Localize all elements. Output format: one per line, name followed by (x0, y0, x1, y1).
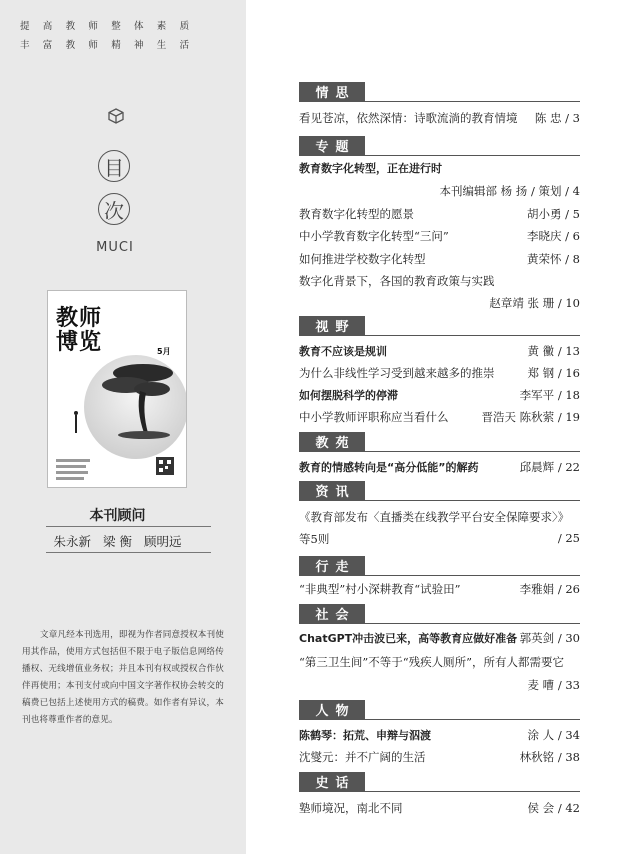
section-tab: 教苑 (299, 432, 365, 451)
advisors-title: 本刊顾问 (89, 508, 146, 524)
section-rule (299, 623, 580, 624)
slogan-line-1: 提高教师整体素质 (20, 21, 203, 32)
toc-entry-author-page: 黄 黴 / 13 (527, 344, 580, 358)
advisors-names (46, 532, 189, 550)
toc-entry-author-page: 本刊编辑部 杨 扬 / 策划 / 4 (439, 184, 580, 198)
toc-entry-title: 教育的情感转向是“高分低能”的解药 (299, 461, 479, 474)
advisors-rule-top (46, 526, 211, 527)
toc-entry-title: “非典型”村小深耕教育“试验田” (299, 582, 461, 596)
toc-entry-title: 塾师境况，南北不同 (299, 801, 403, 815)
section-tab: 社会 (299, 604, 365, 623)
toc-entry-author-page: 赵章靖 张 珊 / 10 (489, 296, 580, 310)
toc-entry-title: 看见苍凉，依然深情：诗歌流淌的教育情境 (299, 111, 518, 125)
section-rule (299, 719, 580, 720)
cube-logo-icon (108, 108, 124, 124)
toc-entry-author-page: 陈 忠 / 3 (534, 111, 580, 125)
advisor-name: 朱永新 (53, 534, 92, 549)
section-tab: 资讯 (299, 481, 365, 500)
toc-entry-title: 沈燮元：并不广阔的生活 (299, 750, 426, 764)
toc-entry-title: 等5则 (299, 532, 330, 546)
toc-entry-author-page: 李晓庆 / 6 (526, 229, 580, 243)
section-rule (299, 335, 580, 336)
toc-entry-author-page: 李雅娟 / 26 (519, 582, 580, 596)
section-rule (299, 155, 580, 156)
section-tab: 史话 (299, 772, 365, 791)
section-tab: 人物 (299, 700, 365, 719)
toc-entry-title: 中小学教育数字化转型“三问” (299, 229, 449, 243)
section-tab: 视野 (299, 316, 365, 335)
section-tab: 情思 (299, 82, 365, 101)
toc-entry-title: 陈鹤琴：拓荒、申辩与泅渡 (299, 729, 431, 742)
toc-entry-title: 《教育部发布〈直播类在线教学平台安全保障要求〉》 (299, 510, 570, 524)
toc-entry-author-page: 涂 人 / 34 (527, 728, 580, 742)
toc-entry-title: 教育不应该是规训 (299, 345, 387, 358)
section-rule (299, 101, 580, 102)
toc-entry-author-page: 邱晨辉 / 22 (519, 460, 580, 474)
toc-entry-author-page: 林秋铭 / 38 (519, 750, 580, 764)
section-rule (299, 451, 580, 452)
section-rule (299, 575, 580, 576)
toc-entry-author-page: 李军平 / 18 (519, 388, 580, 402)
toc-entry-title: “第三卫生间”不等于“残疾人厕所”，所有人都需要它 (299, 655, 565, 669)
toc-entry-title: 如何推进学校数字化转型 (299, 252, 426, 266)
toc-entry-title: 教育数字化转型的愿景 (299, 207, 414, 221)
advisor-name: 梁 衡 (103, 534, 132, 549)
cover-tree-illustration (48, 355, 187, 488)
toc-pinyin: MUCI (96, 240, 134, 255)
cover-issue: 5月 (157, 347, 171, 356)
toc-entry-title: 数字化背景下，各国的教育政策与实践 (299, 274, 495, 288)
section-rule (299, 500, 580, 501)
toc-entry-author-page: 郑 钢 / 16 (527, 366, 580, 380)
toc-entry-title: ChatGPT冲击波已来，高等教育应做好准备 (299, 632, 518, 645)
advisors-rule-bottom (46, 552, 211, 553)
toc-entry-author-page: 麦 嘈 / 33 (527, 678, 580, 692)
left-panel (0, 0, 246, 854)
toc-entry-title: 中小学教师评职称应当看什么 (299, 410, 449, 424)
toc-entry-title: 为什么非线性学习受到越来越多的推崇 (299, 366, 495, 380)
slogan-line-2: 丰富教师精神生活 (20, 40, 203, 51)
toc-entry-author-page: 侯 会 / 42 (527, 801, 580, 815)
toc-entry-author-page: 郭英剑 / 30 (519, 631, 580, 645)
magazine-cover (47, 290, 187, 488)
toc-char-mu: 目 (98, 150, 130, 182)
copyright-notice: 文章凡经本刊选用，即视为作者同意授权本刊使用其作品，使用方式包括但不限于电子版信息网络传播权、无线增值业务权；并且本刊有权或授权合作伙伴再使用；本刊支付或向中国文字著作权协会转交的稿费已包括上述使用方式的稿费。如作者有异议，本刊也将尊重作者的意见。 (22, 630, 224, 725)
toc-entry-author-page: 黄荣怀 / 8 (526, 252, 580, 266)
advisor-name: 顾明远 (143, 534, 182, 549)
section-tab: 专题 (299, 136, 365, 155)
cover-title-line-2: 博览 (56, 330, 103, 355)
toc-entry-title: 教育数字化转型，正在进行时 (299, 162, 442, 175)
cover-title-line-1: 教师 (56, 306, 103, 331)
toc-entry-author-page: 胡小勇 / 5 (526, 207, 580, 221)
toc-char-ci: 次 (98, 193, 130, 225)
toc-entry-author-page: 晋浩天 陈秋萦 / 19 (481, 410, 580, 424)
toc-entry-title: 如何摆脱科学的停滞 (299, 389, 398, 402)
section-rule (299, 791, 580, 792)
section-tab: 行走 (299, 556, 365, 575)
toc-entry-author-page: / 25 (557, 531, 580, 545)
